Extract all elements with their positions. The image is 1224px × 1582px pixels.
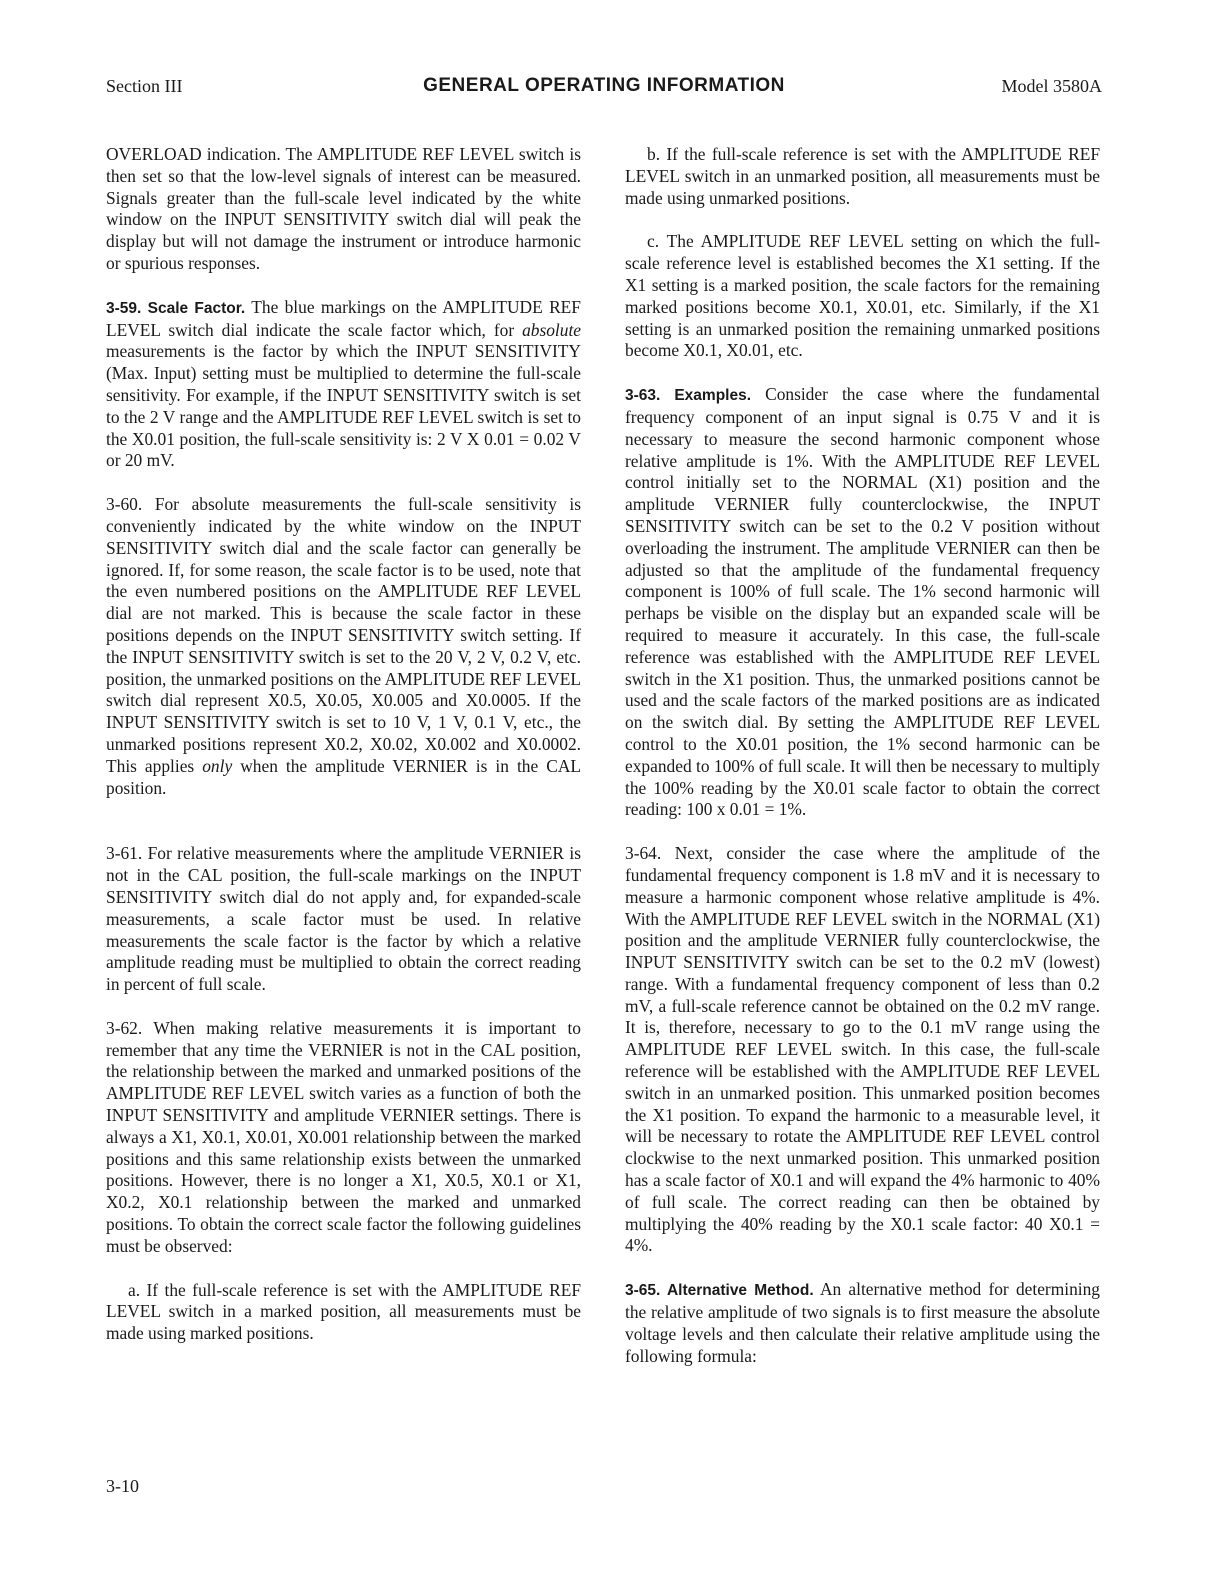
heading-examples: 3-63. Examples.: [625, 387, 752, 405]
paragraph-guideline-c: c. The AMPLITUDE REF LEVEL setting on which the full-scale reference level is established becomes the X1 setting. If the X1 setting is a marked position, the scale factors for the remaining marked positions become X0.1, X0.01, etc. Similarly, if the X1 setting is an unmarked position the remaining unmarked positions become X0.1, X0.01, etc.: [625, 231, 1100, 361]
emphasis-absolute: absolute: [522, 319, 581, 340]
paragraph-3-62: 3-62. When making relative measurements it is important to remember that any time the VERNIER is not in the CAL position, the relationship between the marked and unmarked positions of the AMPLITUDE REF LEVEL switch varies as a function of both the INPUT SENSITIVITY and amplitude VERNIER settings. There is always a X1, X0.1, X0.01, X0.001 relationship between the marked positions and this same relationship exists between the unmarked positions. However, there is no longer a X1, X0.5, X0.1 or X1, X0.2, X0.1 relationship between the marked and unmarked positions. To obtain the correct scale factor the following guidelines must be observed:: [106, 1017, 581, 1256]
page-number: 3-10: [106, 1476, 139, 1496]
paragraph-overload: OVERLOAD indication. The AMPLITUDE REF LEVEL switch is then set so that the low-level signals of interest can be measured. Signals greater than the full-scale level indicated by the white window on the INPUT SENSITIVITY switch dial will peak the display but will not damage the instrument or introduce harmonic or spurious responses.: [106, 144, 581, 273]
heading-alternative-method: 3-65. Alternative Method.: [625, 1282, 814, 1300]
right-column: [625, 144, 1100, 1367]
text-3-65: An alternative method for determining the relative amplitude of two signals is to first measure the absolute voltage levels and then calculate their relative amplitude using the following formula:: [625, 1279, 1100, 1366]
text-3-59-b: measurements is the factor by which the INPUT SENSITIVITY (Max. Input) setting must be multiplied to determine the full-scale sensitivity. For example, if the INPUT SENSITIVITY switch is set to the 2 V range and the AMPLITUDE REF LEVEL switch is set to the X0.01 position, the full-scale sensitivity is: 2 V X 0.01 = 0.02 V or 20 mV.: [106, 341, 581, 471]
page-title: GENERAL OPERATING INFORMATION: [423, 75, 785, 96]
text-3-63: Consider the case where the fundamental frequency component of an input signal is 0.75 V and it is necessary to measure the second harmonic component whose relative amplitude is 1%. With the AMPLITUDE REF LEVEL control initially set to the NORMAL (X1) position and the amplitude VERNIER fully counterclockwise, the INPUT SENSITIVITY switch can be set to the 0.2 V position without overloading the instrument. The amplitude VERNIER can then be adjusted so that the amplitude of the fundamental frequency component is 100% of full scale. The 1% second harmonic will perhaps be visible on the display but an expanded scale will be required to measure it accurately. In this case, the full-scale reference was established with the AMPLITUDE REF LEVEL switch in the X1 position. Thus, the unmarked positions cannot be used and the scale factors of the marked positions are as indicated on the switch dial. By setting the AMPLITUDE REF LEVEL control to the X0.01 position, the 1% second harmonic can be expanded to 100% of full scale. It will then be necessary to multiply the 100% reading by the X0.01 scale factor to obtain the correct reading: 100 x 0.01 = 1%.: [625, 384, 1100, 820]
text-3-59-a: The blue markings on the AMPLITUDE REF LEVEL switch dial indicate the scale factor which, for: [106, 296, 581, 340]
paragraph-guideline-a: a. If the full-scale reference is set with the AMPLITUDE REF LEVEL switch in a marked position, all measurements must be made using marked positions.: [106, 1279, 581, 1344]
paragraph-3-63: [625, 384, 1100, 821]
model-label: Model 3580A: [1001, 76, 1102, 96]
left-column: [106, 144, 581, 1345]
emphasis-only: only: [202, 755, 233, 776]
heading-scale-factor: 3-59. Scale Factor.: [106, 299, 246, 317]
paragraph-3-60: [106, 494, 581, 799]
paragraph-3-65: [625, 1279, 1100, 1367]
page-header: [106, 76, 1102, 102]
paragraph-3-59: [106, 297, 581, 472]
section-label: Section III: [106, 76, 183, 96]
text-3-60-b: when the amplitude VERNIER is in the CAL position.: [106, 755, 581, 798]
paragraph-3-64: 3-64. Next, consider the case where the amplitude of the fundamental frequency component is 1.8 mV and it is necessary to measure a harmonic component whose relative amplitude is 4%. With the AMPLITUDE REF LEVEL switch in the NORMAL (X1) position and the amplitude VERNIER fully counterclockwise, the INPUT SENSITIVITY switch can be set to the 0.2 mV (lowest) range. With a fundamental frequency component of less than 0.2 mV, a full-scale reference cannot be obtained on the 0.2 mV range. It is, therefore, necessary to go to the 0.1 mV range using the AMPLITUDE REF LEVEL switch. In this case, the full-scale reference will be established with the AMPLITUDE REF LEVEL switch in an unmarked position. This unmarked position becomes the X1 position. To expand the harmonic to a measurable level, it will be necessary to rotate the AMPLITUDE REF LEVEL control clockwise to the next unmarked position. This unmarked position has a scale factor of X0.1 and will expand the 4% harmonic to 40% of full scale. The correct reading can then be obtained by multiplying the 40% reading by the X0.1 scale factor: 40 X0.1 = 4%.: [625, 843, 1100, 1256]
paragraph-guideline-b: b. If the full-scale reference is set with the AMPLITUDE REF LEVEL switch in an unmarked position, all measurements must be made using unmarked positions.: [625, 144, 1100, 208]
text-3-60-a: 3-60. For absolute measurements the full-scale sensitivity is conveniently indicated by the white window on the INPUT SENSITIVITY switch dial and the scale factor can generally be ignored. If, for some reason, the scale factor is to be used, note that the even numbered positions on the AMPLITUDE REF LEVEL dial are not marked. This is because the scale factor in these positions depends on the INPUT SENSITIVITY switch setting. If the INPUT SENSITIVITY switch is set to the 20 V, 2 V, 0.2 V, etc. position, the unmarked positions on the AMPLITUDE REF LEVEL switch dial represent X0.5, X0.05, X0.005 and X0.0005. If the INPUT SENSITIVITY switch is set to 10 V, 1 V, 0.1 V, etc., the unmarked positions represent X0.2, X0.02, X0.002 and X0.0002. This applies: [106, 494, 581, 776]
paragraph-3-61: 3-61. For relative measurements where the amplitude VERNIER is not in the CAL position, the full-scale markings on the INPUT SENSITIVITY switch dial do not apply and, for expanded-scale measurements, a scale factor must be used. In relative measurements the scale factor is the factor by which a relative amplitude reading must be multiplied to obtain the correct reading in percent of full scale.: [106, 843, 581, 995]
